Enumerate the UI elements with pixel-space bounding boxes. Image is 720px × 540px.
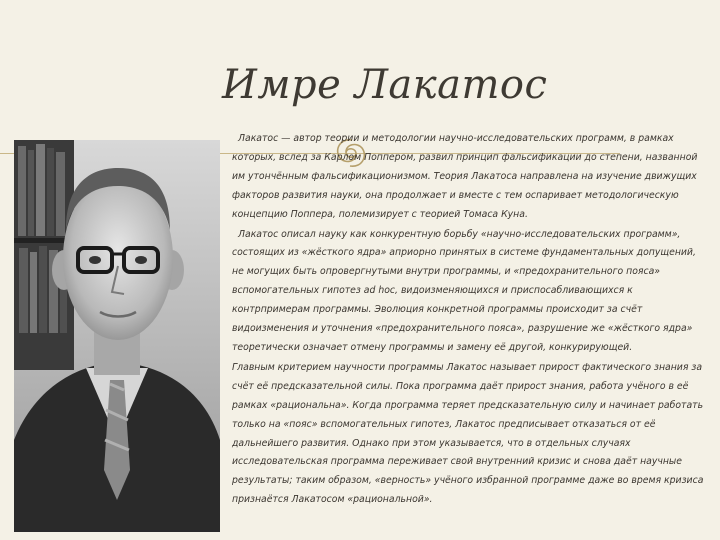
body-text bbox=[232, 130, 710, 511]
paragraph-1: Лакатос — автор теории и методологии научно-исследовательских программ, в рамках которых, вслед за Карлом Поппером, развил принцип фальсификации до степени, названной им утончённым фальсификационизмом. Теория Лакатоса направлена на изучение движущих факторов развития науки, она продолжает и вместе с тем оспаривает методологическую концепцию Поппера, полемизирует с теорией Томаса Куна. bbox=[232, 133, 698, 220]
slide-title: Имре Лакатос bbox=[222, 62, 548, 108]
portrait-photo bbox=[14, 140, 220, 532]
paragraph-2: Лакатос описал науку как конкурентную борьбу «научно-исследовательских программ», состоящих из «жёсткого ядра» априорно принятых в системе фундаментальных допущений, не могущих быть опровергнутыми внутри программы, и «предохранительного пояса» вспомогательных гипотез ad hoc, видоизменяющихся и приспосабливающихся к контрпримерам программы. Эволюция конкретной программы происходит за счёт видоизменения и уточнения «предохранительного пояса», разрушение же «жёсткого ядра» теоретически означает отмену программы и замену её другой, конкурирующей. bbox=[232, 228, 696, 353]
paragraph-3: Главным критерием научности программы Лакатос называет прирост фактического знания за счёт её предсказательной силы. Пока программа даёт прирост знания, работа учёного в её рамках «рациональна». Когда программа теряет предсказательную силу и начинает работать только на «пояс» вспомогательных гипотез, Лакатос предписывает отказаться от её дальнейшего развития. Однако при этом указывается, что в отдельных случаях исследовательская программа переживает свой внутренний кризис и снова даёт научные результаты; таким образом, «верность» учёного избранной программе даже во время кризиса признаётся Лакатосом «рациональной». bbox=[232, 361, 704, 506]
